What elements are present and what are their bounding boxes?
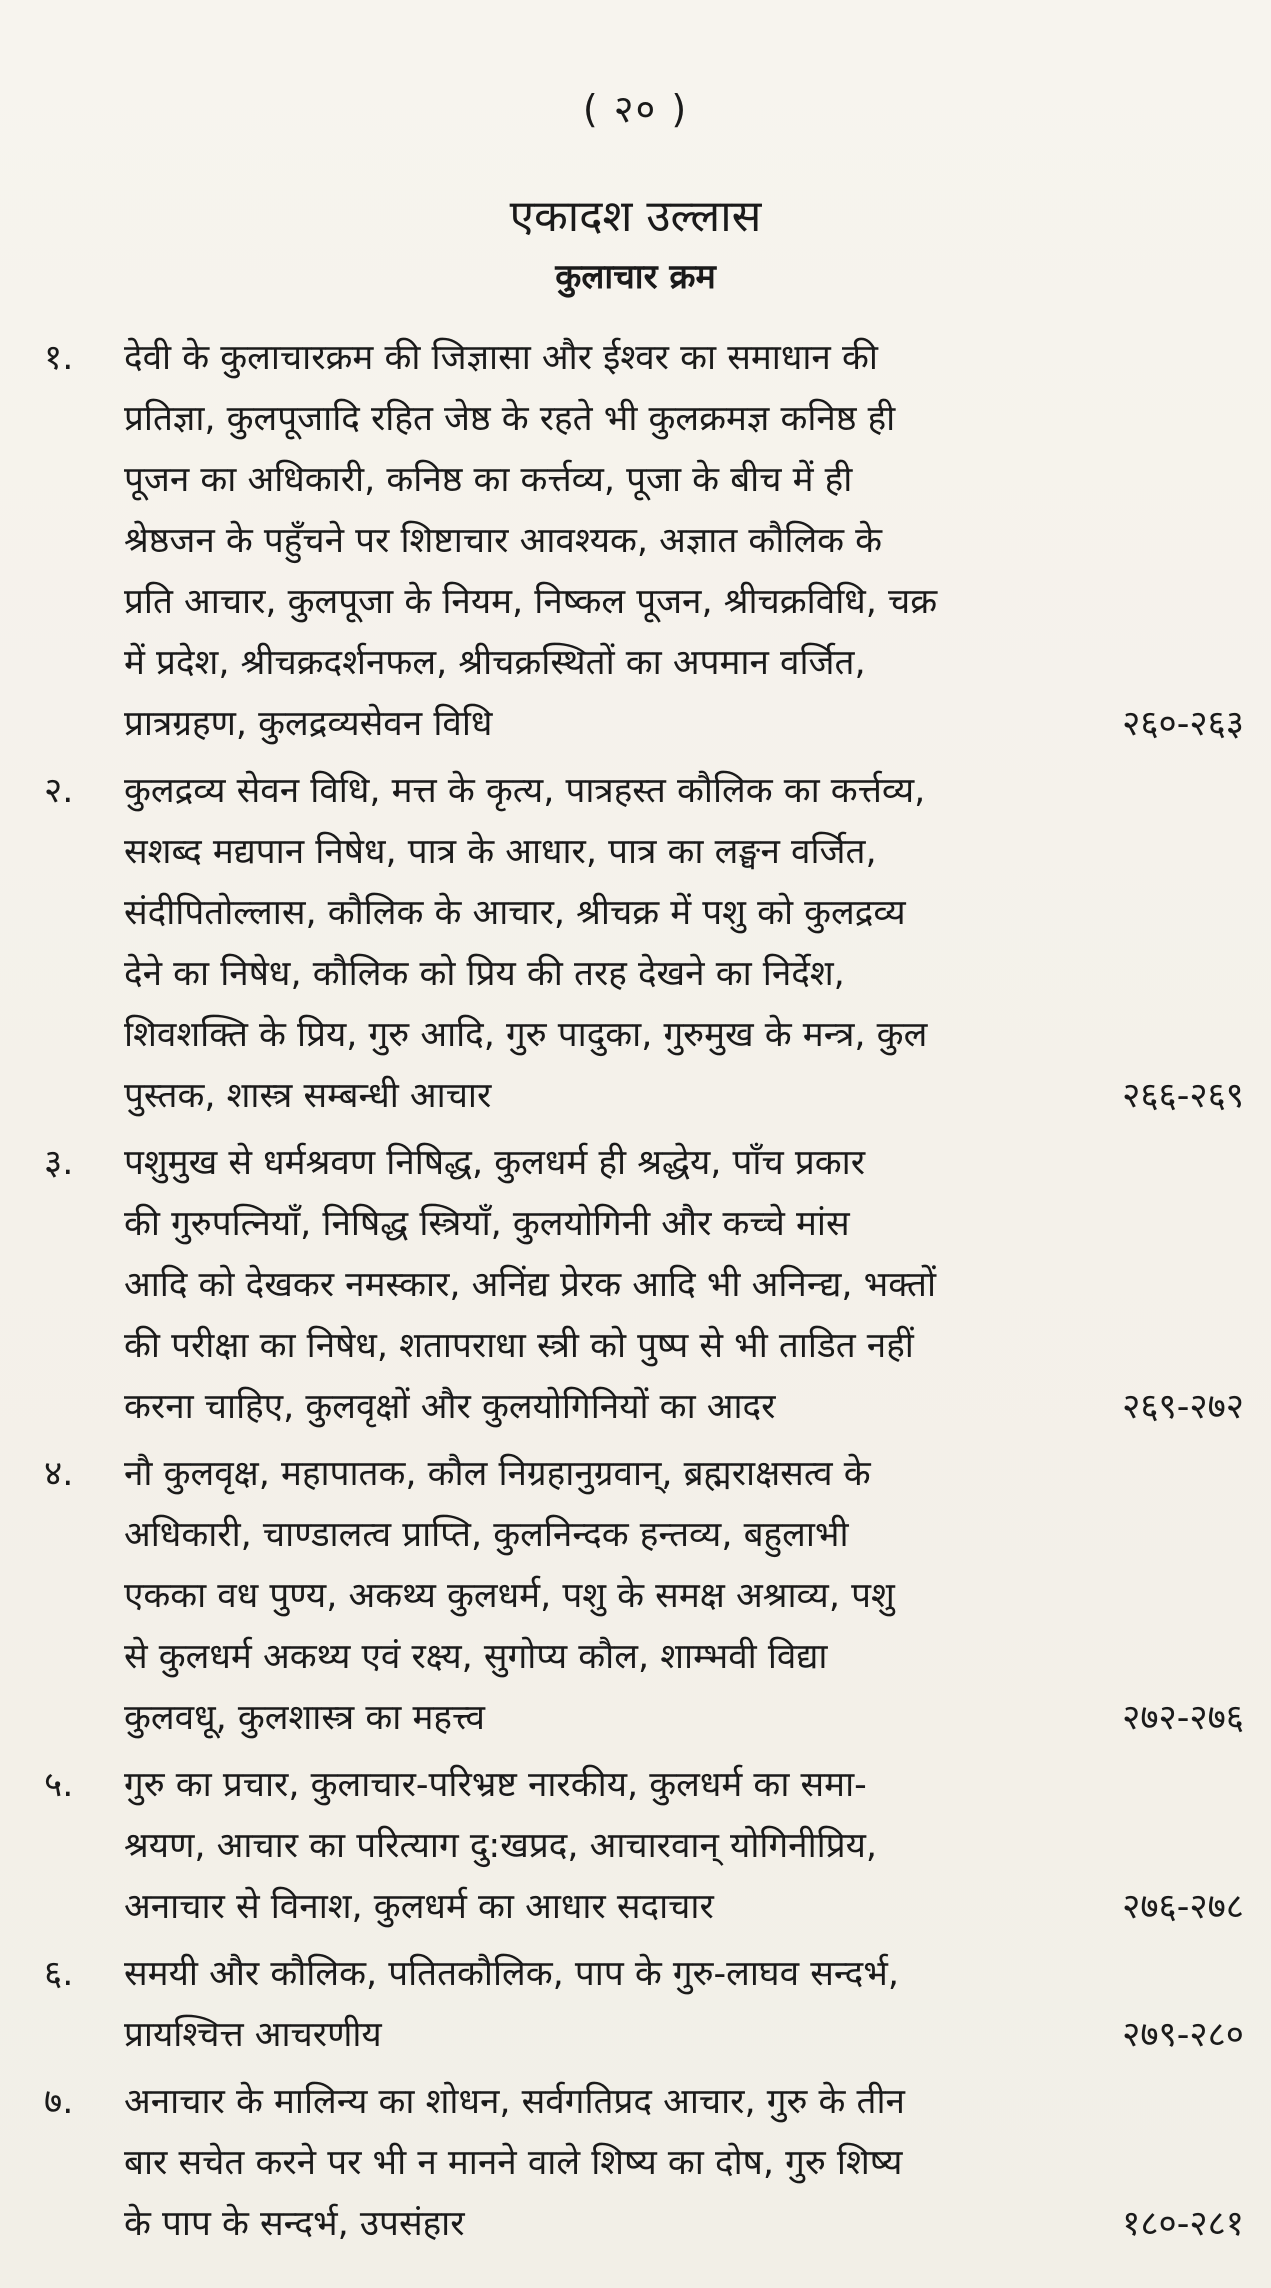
contents-entry: [44, 2072, 1244, 2255]
entry-line: समयी और कौलिक, पतितकौलिक, पाप के गुरु-लाघव सन्दर्भ,: [124, 1954, 899, 1994]
entry-description: [124, 2072, 1089, 2255]
entry-number: ३.: [44, 1143, 74, 1183]
entry-line: पशुमुख से धर्मश्रवण निषिद्ध, कुलधर्म ही श्रद्धेय, पाँच प्रकार: [124, 1143, 866, 1183]
entry-description: [124, 761, 1089, 1127]
entry-line: गुरु का प्रचार, कुलाचार-परिभ्रष्ट नारकीय, कुलधर्म का समा-: [124, 1765, 867, 1805]
entry-page-range: २७६-२७८: [1122, 1887, 1244, 1927]
entry-description: [124, 1133, 1089, 1438]
entry-line: में प्रदेश, श्रीचक्रदर्शनफल, श्रीचक्रस्थितों का अपमान वर्जित,: [124, 643, 866, 683]
entry-line: श्रयण, आचार का परित्याग दु:खप्रद, आचारवान् योगिनीप्रिय,: [124, 1826, 878, 1866]
entry-page-range: २७९-२८०: [1122, 2015, 1244, 2055]
entry-number: १.: [44, 338, 74, 378]
entry-line: पूजन का अधिकारी, कनिष्ठ का कर्त्तव्य, पूजा के बीच में ही: [124, 460, 853, 500]
chapter-title: एकादश उल्लास: [509, 191, 762, 242]
entry-page-range: २६९-२७२: [1122, 1387, 1244, 1427]
entry-description: [124, 1755, 1089, 1938]
entry-line: अधिकारी, चाण्डालत्व प्राप्ति, कुलनिन्दक हन्तव्य, बहुलाभी: [124, 1515, 849, 1555]
page-number: ( २० ): [582, 87, 689, 131]
entry-line: प्रति आचार, कुलपूजा के नियम, निष्कल पूजन, श्रीचक्रविधि, चक्र: [124, 582, 938, 622]
entry-line: प्रतिज्ञा, कुलपूजादि रहित जेष्ठ के रहते भी कुलक्रमज्ञ कनिष्ठ ही: [124, 399, 896, 439]
entry-line: श्रेष्ठजन के पहुँचने पर शिष्टाचार आवश्यक, अज्ञात कौलिक के: [124, 521, 883, 561]
entry-line: से कुलधर्म अकथ्य एवं रक्ष्य, सुगोप्य कौल, शाम्भवी विद्या: [124, 1637, 828, 1677]
entry-line: आदि को देखकर नमस्कार, अनिंद्य प्रेरक आदि भी अनिन्द्य, भक्तों: [124, 1265, 937, 1305]
entry-line: एकका वध पुण्य, अकथ्य कुलधर्म, पशु के समक्ष अश्राव्य, पशु: [124, 1576, 895, 1616]
entry-line: नौ कुलवृक्ष, महापातक, कौल निग्रहानुग्रवान्, ब्रह्मराक्षसत्व के: [124, 1454, 871, 1494]
entry-description: [124, 328, 1089, 755]
entry-line: शिवशक्ति के प्रिय, गुरु आदि, गुरु पादुका, गुरुमुख के मन्त्र, कुल: [124, 1015, 928, 1055]
entry-number: ७.: [44, 2082, 74, 2122]
entry-number: ४.: [44, 1454, 74, 1494]
entry-line: की परीक्षा का निषेध, शतापराधा स्त्री को पुष्प से भी ताडित नहीं: [124, 1326, 914, 1366]
entry-line: सशब्द मद्यपान निषेध, पात्र के आधार, पात्र का लङ्घन वर्जित,: [124, 832, 877, 872]
contents-list: [44, 328, 1244, 2261]
contents-entry: [44, 761, 1244, 1127]
entry-line: अनाचार से विनाश, कुलधर्म का आधार सदाचार: [124, 1887, 714, 1927]
entry-line: कुलवधू, कुलशास्त्र का महत्त्व: [124, 1698, 485, 1738]
entry-line: अनाचार के मालिन्य का शोधन, सर्वगतिप्रद आचार, गुरु के तीन: [124, 2082, 905, 2122]
entry-line: करना चाहिए, कुलवृक्षों और कुलयोगिनियों का आदर: [124, 1387, 776, 1427]
entry-page-range: २६०-२६३: [1122, 704, 1244, 744]
entry-page-range: २७२-२७६: [1122, 1698, 1244, 1738]
entry-line: बार सचेत करने पर भी न मानने वाले शिष्य का दोष, गुरु शिष्य: [124, 2143, 903, 2183]
contents-entry: [44, 328, 1244, 755]
entry-line: की गुरुपत्नियाँ, निषिद्ध स्त्रियाँ, कुलयोगिनी और कच्चे मांस: [124, 1204, 850, 1244]
entry-number: २.: [44, 771, 74, 811]
entry-line: संदीपितोल्लास, कौलिक के आचार, श्रीचक्र में पशु को कुलद्रव्य: [124, 893, 906, 933]
entry-line: प्रात्रग्रहण, कुलद्रव्यसेवन विधि: [124, 704, 493, 744]
contents-entry: [44, 1755, 1244, 1938]
entry-line: देवी के कुलाचारक्रम की जिज्ञासा और ईश्वर का समाधान की: [124, 338, 878, 378]
entry-description: [124, 1444, 1089, 1749]
entry-page-range: २६६-२६९: [1122, 1076, 1244, 1116]
contents-entry: [44, 1444, 1244, 1749]
entry-page-range: १८०-२८१: [1122, 2204, 1244, 2244]
entry-line: देने का निषेध, कौलिक को प्रिय की तरह देखने का निर्देश,: [124, 954, 845, 994]
contents-entry: [44, 1133, 1244, 1438]
entry-line: प्रायश्चित्त आचरणीय: [124, 2015, 382, 2055]
entry-line: के पाप के सन्दर्भ, उपसंहार: [124, 2204, 465, 2244]
chapter-subtitle: कुलाचार क्रम: [555, 257, 716, 297]
entry-number: ५.: [44, 1765, 74, 1805]
entry-number: ६.: [44, 1954, 74, 1994]
entry-line: पुस्तक, शास्त्र सम्बन्धी आचार: [124, 1076, 492, 1116]
contents-entry: [44, 1944, 1244, 2066]
entry-description: [124, 1944, 1089, 2066]
entry-line: कुलद्रव्य सेवन विधि, मत्त के कृत्य, पात्रहस्त कौलिक का कर्त्तव्य,: [124, 771, 926, 811]
